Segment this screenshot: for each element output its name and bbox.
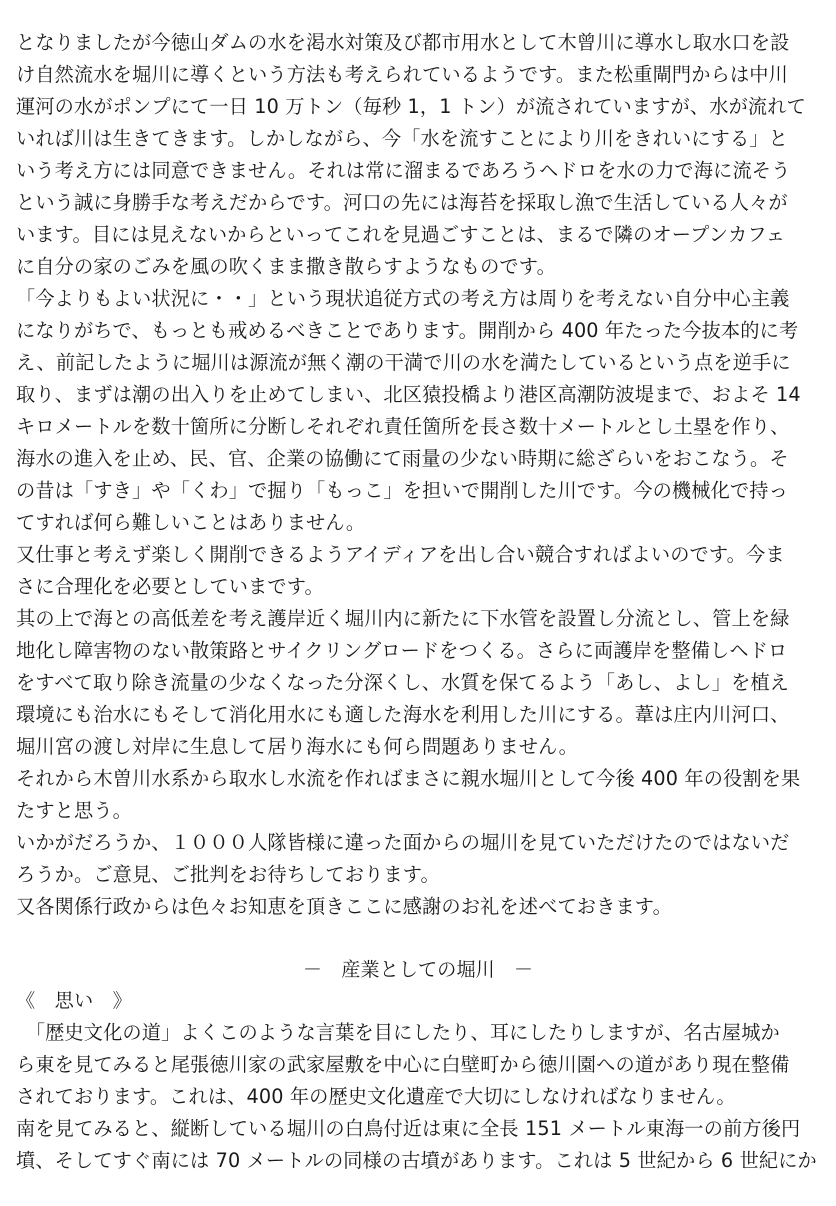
text-line: ろうか。ご意見、ご批判をお待ちしております。 (16, 863, 440, 886)
text-line: 墳、そしてすぐ南には 70 メートルの同様の古墳があります。これは 5 世紀から 6 世紀にか (16, 1149, 817, 1172)
text-line: 「今よりもよい状況に・・」という現状追従方式の考え方は周りを考えない自分中心主義 (16, 287, 790, 310)
text-line: それから木曽川水系から取水し水流を作ればまさに親水堀川として今後 400 年の役割を果 (16, 767, 801, 790)
text-line: 運河の水がポンプにて一日 10 万トン（毎秒 1，1 トン）が流されていますが、水が流れて (16, 95, 806, 118)
text-line: います。目には見えないからといってこれを見過ごすことは、まるで隣のオープンカフェ (16, 223, 786, 246)
text-line: ら東を見てみると尾張徳川家の武家屋敷を中心に白壁町から徳川園への道があり現在整備 (16, 1053, 790, 1076)
text-line: という誠に身勝手な考えだからです。河口の先には海苔を採取し漁で生活している人々が (16, 191, 788, 214)
text-line: いう考え方には同意できません。それは常に溜まるであろうヘドロを水の力で海に流そう (16, 159, 791, 182)
text-line: 其の上で海との高低差を考え護岸近く堀川内に新たに下水管を設置し分流とし、管上を緑 (16, 607, 790, 630)
text-line: てすれば何ら難しいことはありません。 (16, 511, 366, 534)
text-line: キロメートルを数十箇所に分断しそれぞれ責任箇所を長さ数十メートルとし土塁を作り、 (16, 415, 790, 438)
text-line: の昔は「すき」や「くわ」で掘り「もっこ」を担いで開削した川です。今の機械化で持っ (16, 479, 788, 502)
text-line: 又各関係行政からは色々お知恵を頂きここに感謝のお礼を述べておきます。 (16, 895, 672, 918)
text-line: に自分の家のごみを風の吹くまま撒き散らすようなものです。 (16, 255, 556, 278)
section-heading: － 産業としての堀川 － (302, 958, 534, 981)
text-line: け自然流水を堀川に導くという方法も考えられているようです。また松重閘門からは中川 (16, 63, 788, 86)
text-line: さに合理化を必要としていまです。 (16, 575, 324, 598)
text-line: え、前記したように堀川は源流が無く潮の干満で川の水を満たしているという点を逆手に (16, 351, 791, 374)
text-line: 又仕事と考えず楽しく開削できるようアイディアを出し合い競合すればよいのです。今ま (16, 543, 785, 566)
text-line: いかがだろうか、１０００人隊皆様に違った面からの堀川を見ていただけたのではないだ (16, 831, 790, 854)
text-line: 「歴史文化の道」よくこのような言葉を目にしたり、耳にしたりしますが、名古屋城か (16, 1021, 780, 1044)
text-line: 堀川宮の渡し対岸に生息して居り海水にも何ら問題ありません。 (16, 735, 578, 758)
text-line: 地化し障害物のない散策路とサイクリングロードをつくる。さらに両護岸を整備しヘドロ (16, 639, 788, 662)
subheading: 《 思い 》 (16, 989, 133, 1012)
text-line: されております。これは、400 年の歴史文化遺産で大切にしなければなりません。 (16, 1085, 736, 1108)
text-line: になりがちで、もっとも戒めるべきことであります。開削から 400 年たった今抜本的に考 (16, 319, 799, 342)
text-line: 環境にも治水にもそして消化用水にも適した海水を利用した川にする。葦は庄内川河口、 (16, 703, 790, 726)
text-line: 南を見てみると、縦断している堀川の白鳥付近は東に全長 151 メートル東海一の前方後円 (16, 1117, 801, 1140)
text-line: いれば川は生きてきます。しかしながら、今「水を流すことにより川をきれいにする」と (16, 127, 788, 150)
text-line: となりましたが今徳山ダムの水を渇水対策及び都市用水として木曾川に導水し取水口を設 (16, 31, 790, 54)
text-line: 取り、まずは潮の出入りを止めてしまい、北区猿投橋より港区高潮防波堤まで、およそ 14 (16, 383, 801, 406)
text-line: をすべて取り除き流量の少なくなった分深くし、水質を保てるよう「あし、よし」を植え (16, 671, 790, 694)
text-line: 海水の進入を止め、民、官、企業の協働にて雨量の少ない時期に総ざらいをおこなう。そ (16, 447, 789, 470)
text-line: たすと思う。 (16, 799, 133, 822)
